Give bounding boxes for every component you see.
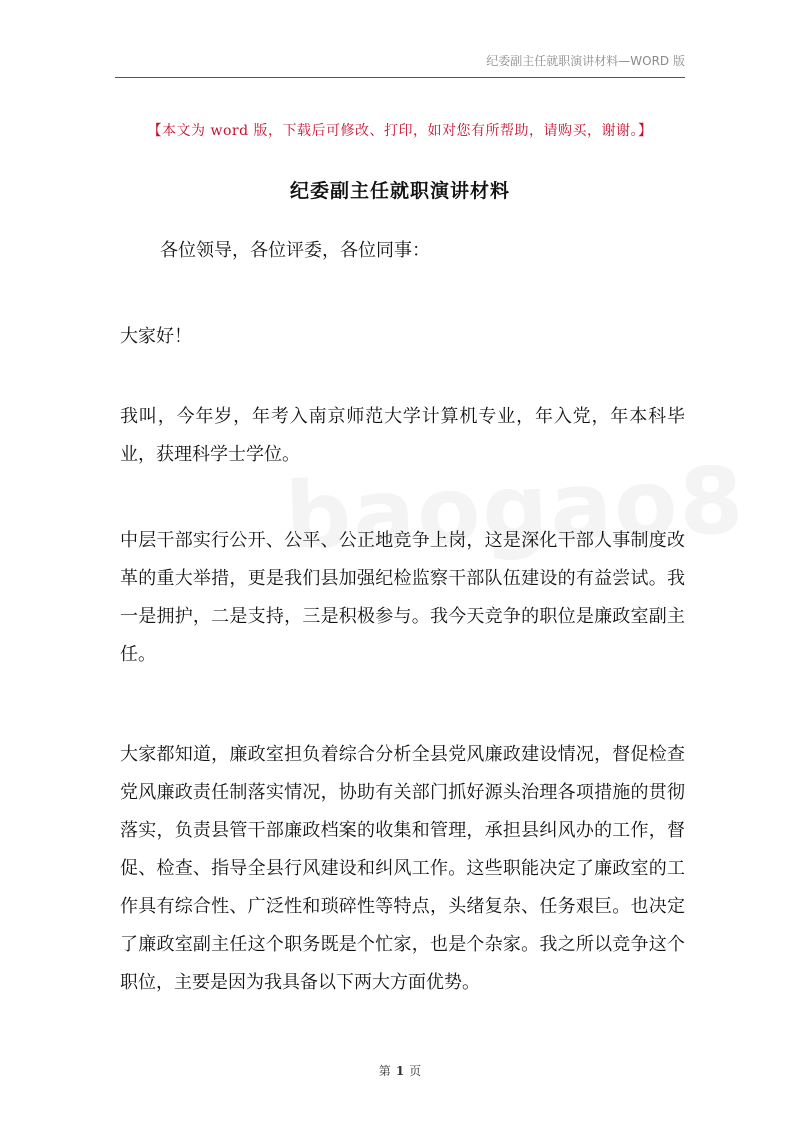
paragraph-1: 我叫，今年岁，年考入南京师范大学计算机专业，年入党，年本科毕业，获理科学士学位。 — [120, 406, 685, 465]
paragraph-2: 中层干部实行公开、公平、公正地竞争上岗，这是深化干部人事制度改革的重大举措，更是我们县加强纪检监察干部队伍建设的有益尝试。我一是拥护，二是支持，三是积极参与。我今天竞争的职位是廉政室副主任。 — [120, 530, 685, 665]
download-notice: 【本文为 word 版，下载后可修改、打印，如对您有所帮助，请购买，谢谢。】 — [147, 123, 653, 139]
document-title: 纪委副主任就职演讲材料 — [289, 180, 510, 202]
hello-line: 大家好！ — [120, 326, 192, 347]
page-footer — [0, 1062, 800, 1079]
page-number: 1 — [395, 1064, 405, 1078]
page-prefix: 第 — [378, 1064, 391, 1078]
paragraph-3: 大家都知道，廉政室担负着综合分析全县党风廉政建设情况，督促检查党风廉政责任制落实情况，协助有关部门抓好源头治理各项措施的贯彻落实，负责县管干部廉政档案的收集和管理，承担县纠风办的工作，督促、检查、指导全县行风建设和纠风工作。这些职能决定了廉政室的工作具有综合性、广泛性和琐碎性等特点，头绪复杂、任务艰巨。也决定了廉政室副主任这个职务既是个忙家，也是个杂家。我之所以竞争这个职位，主要是因为我具备以下两大方面优势。 — [120, 744, 685, 993]
greeting-line: 各位领导，各位评委，各位同事： — [160, 240, 430, 261]
page-suffix: 页 — [409, 1064, 422, 1078]
site-watermark — [283, 447, 747, 570]
running-header: 纪委副主任就职演讲材料—WORD 版 — [115, 52, 685, 78]
